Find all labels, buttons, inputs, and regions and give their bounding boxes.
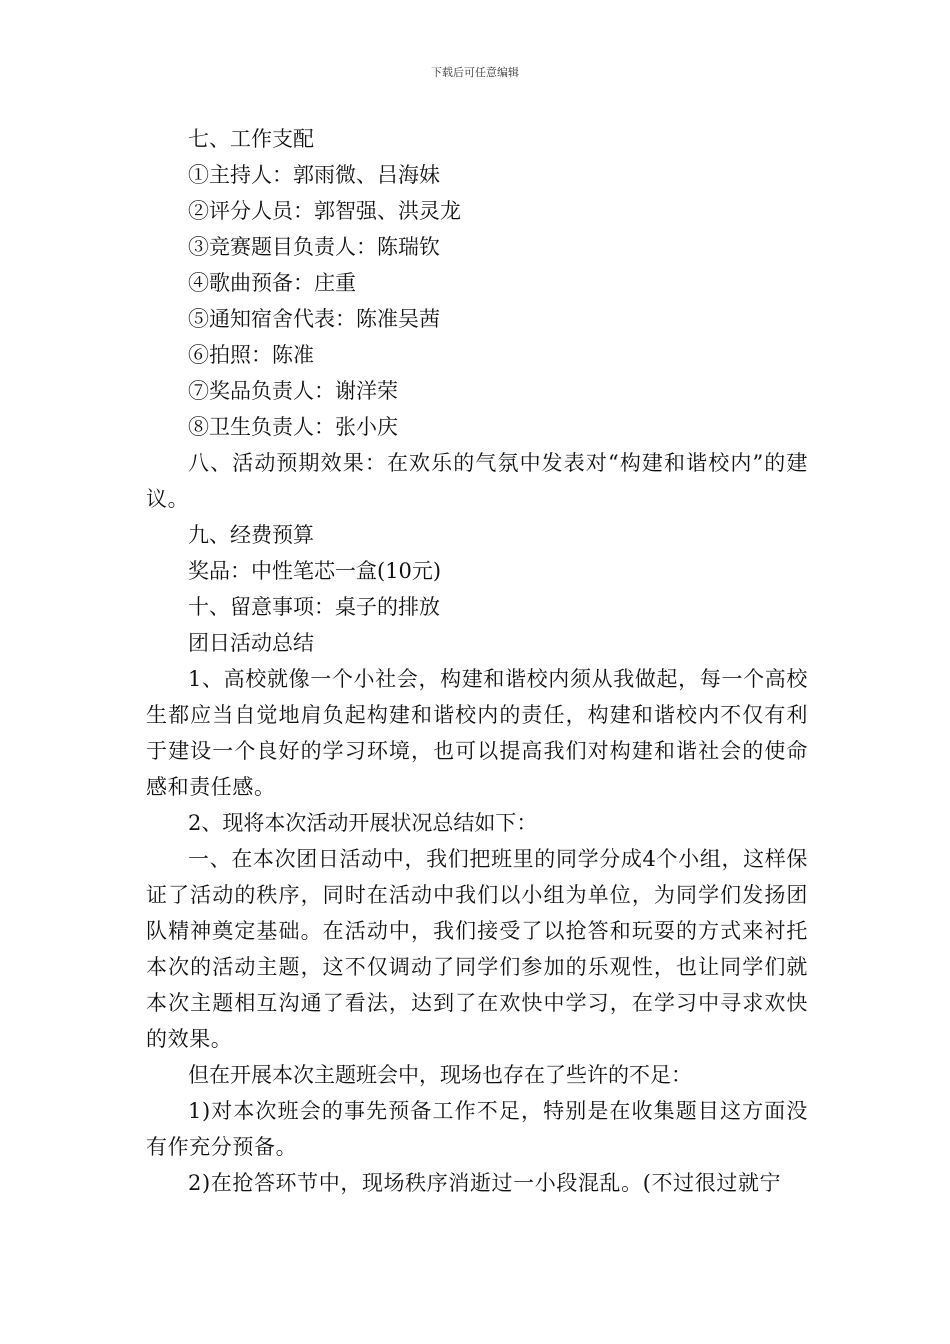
- section-heading-7: 七、工作支配: [188, 127, 314, 151]
- section-heading-9: 九、经费预算: [188, 523, 314, 547]
- shortcoming-1: 1)对本次班会的事先预备工作不足，特别是在收集题目这方面没有作充分预备。: [146, 1099, 808, 1159]
- section-heading-10: 十、留意事项：桌子的排放: [188, 595, 440, 619]
- page-header: 下载后可任意编辑: [431, 66, 519, 79]
- list-item-songs: ④歌曲预备：庄重: [188, 271, 356, 295]
- list-item-notice: ⑤通知宿舍代表：陈准吴茜: [188, 307, 440, 331]
- summary-paragraph-2: 2、现将本次活动开展状况总结如下：: [188, 811, 538, 835]
- shortcomings-intro: 但在开展本次主题班会中，现场也存在了些许的不足：: [188, 1063, 692, 1087]
- list-item-questions: ③竞赛题目负责人：陈瑞钦: [188, 235, 440, 259]
- summary-title: 团日活动总结: [188, 631, 314, 655]
- document-body: [146, 121, 808, 1201]
- list-item-host: ①主持人：郭雨微、吕海妹: [188, 163, 440, 187]
- section-expected-effect: 八、活动预期效果：在欢乐的气氛中发表对“构建和谐校内”的建议。: [146, 451, 808, 511]
- list-item-prizes: ⑦奖品负责人：谢洋荣: [188, 379, 398, 403]
- list-item-hygiene: ⑧卫生负责人：张小庆: [188, 415, 398, 439]
- summary-paragraph-3: 一、在本次团日活动中，我们把班里的同学分成4个小组，这样保证了活动的秩序，同时在活动中我们以小组为单位，为同学们发扬团队精神奠定基础。在活动中，我们接受了以抢答和玩耍的方式来衬托本次的活动主题，这不仅调动了同学们参加的乐观性，也让同学们就本次主题相互沟通了看法，达到了在欢快中学习，在学习中寻求欢快的效果。: [146, 847, 808, 1051]
- budget-item: 奖品：中性笔芯一盒(10元): [188, 559, 442, 583]
- summary-paragraph-1: 1、高校就像一个小社会，构建和谐校内须从我做起，每一个高校生都应当自觉地肩负起构建和谐校内的责任，构建和谐校内不仅有利于建设一个良好的学习环境，也可以提高我们对构建和谐社会的使命感和责任感。: [146, 667, 808, 799]
- list-item-judges: ②评分人员：郭智强、洪灵龙: [188, 199, 461, 223]
- list-item-photo: ⑥拍照：陈准: [188, 343, 314, 367]
- shortcoming-2: 2)在抢答环节中，现场秩序消逝过一小段混乱。(不过很过就宁: [188, 1171, 782, 1195]
